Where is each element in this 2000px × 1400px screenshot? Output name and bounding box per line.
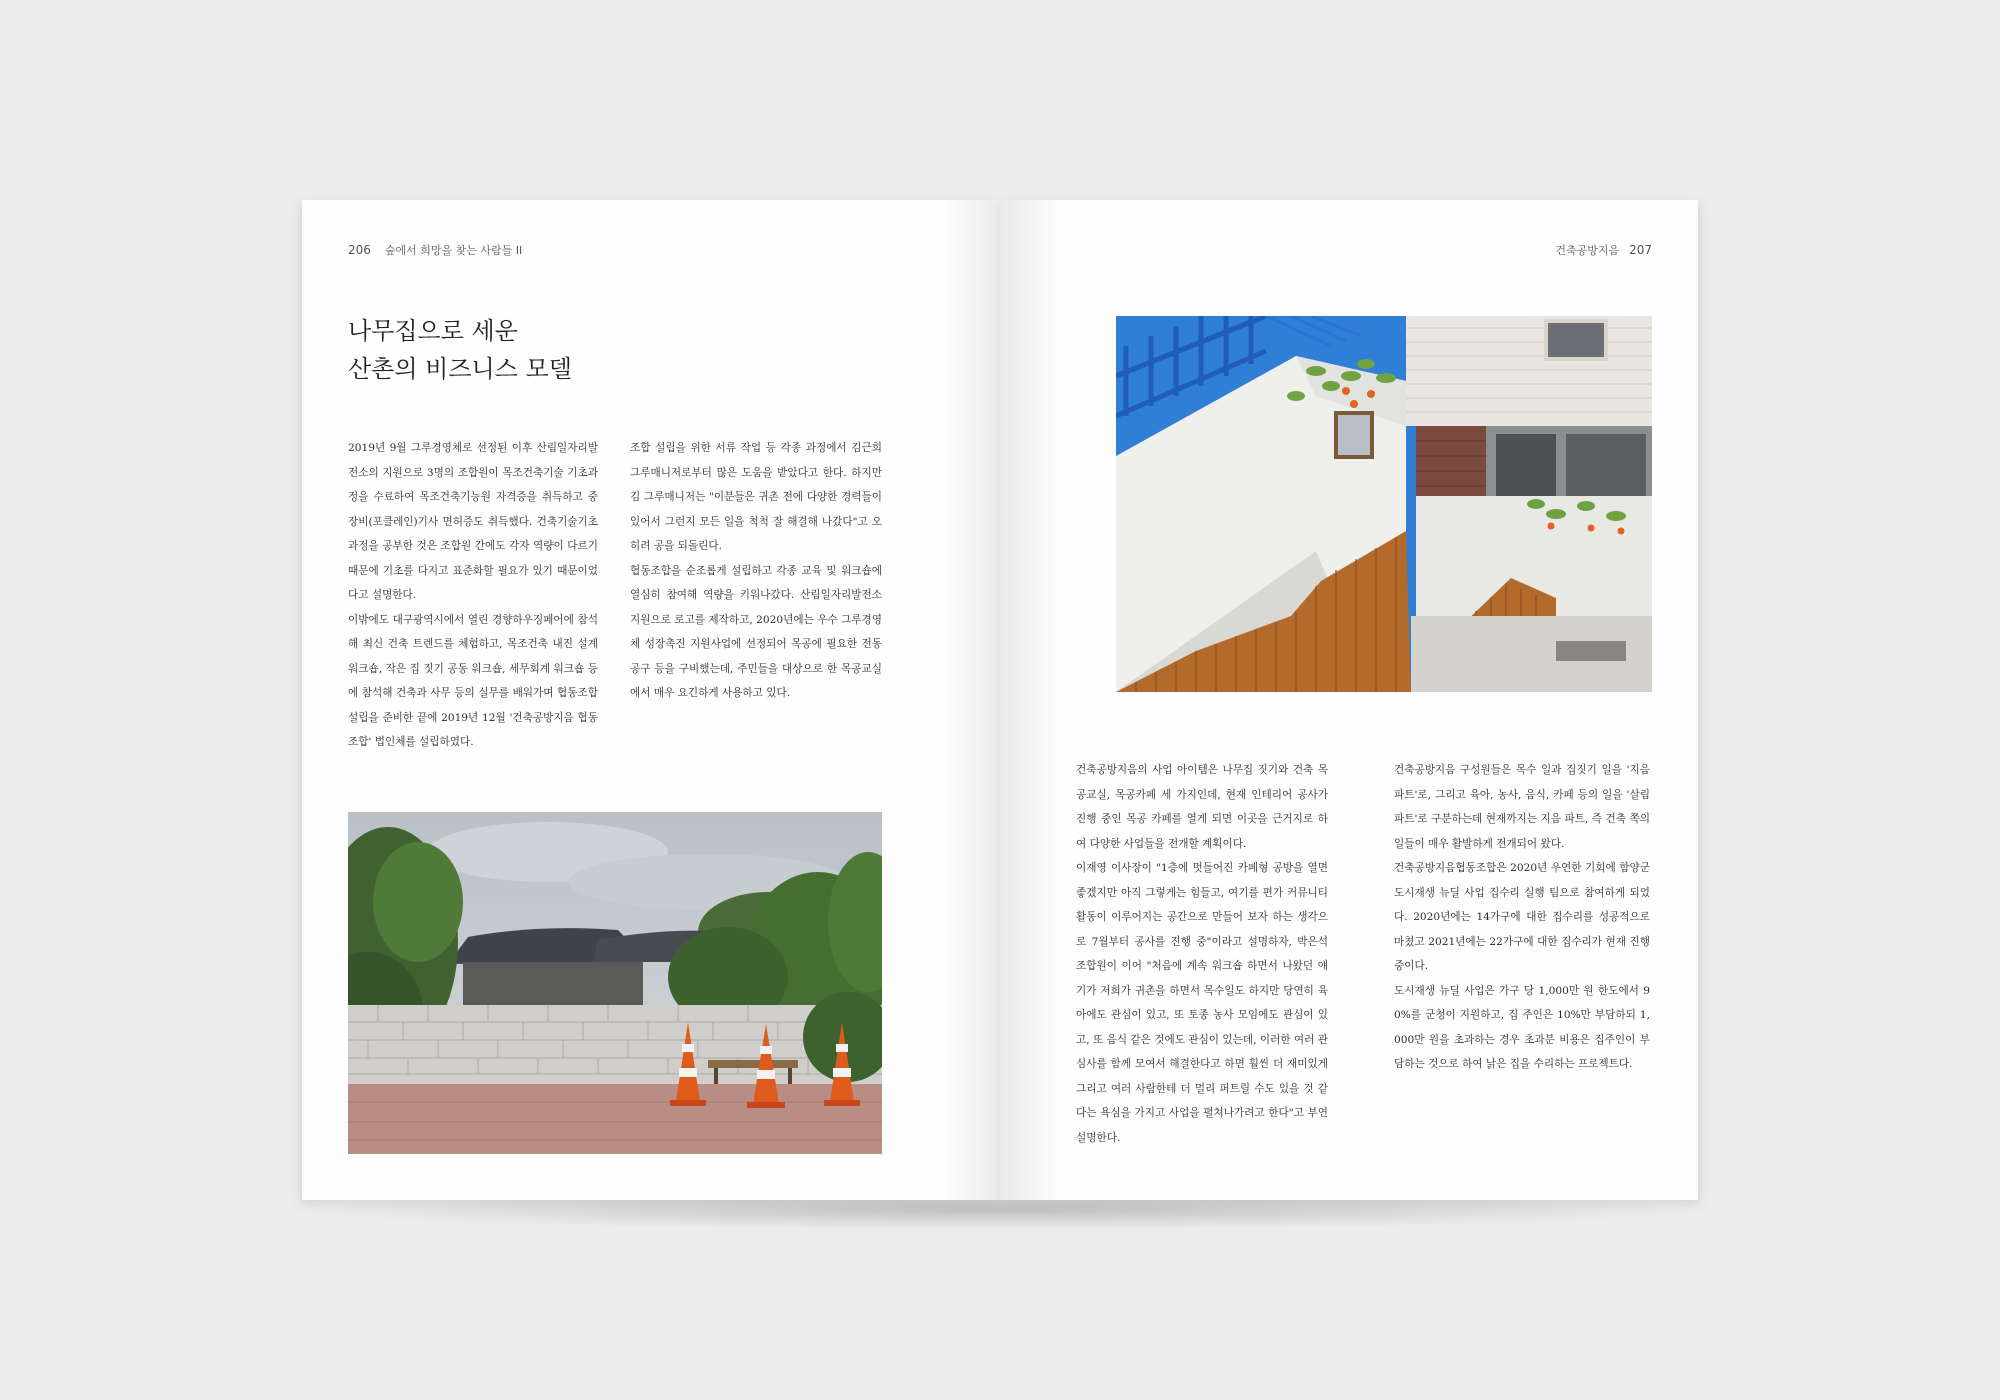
paragraph: 이재영 이사장이 "1층에 멋들어진 카페형 공방을 열면 좋겠지만 아직 그렇게는 힘들고, 여기를 편가 커뮤니티 활동이 이루어지는 공간으로 만들어 보자 하는 생각으로 7월부터 공사를 진행 중"이라고 설명하자, 박은석 조합원이 이어 "처음에 계속 워크숍 하면서 나왔던 얘기가 저희가 귀촌을 하면서 목수일도 하지만 당연히 육아에도 관심이 있고, 또 토종 농사 모임에도 관심이 있고, 또 음식 같은 것에도 관심이 있는데, 이러한 여러 관심사를 함께 모여서 해결한다고 하면 훨씬 더 재미있게 그리고 여러 사람한테 더 멀리 퍼트릴 수도 있을 것 같다는 욕심을 가지고 사업을 펼쳐나가려고 한다"고 부연 설명한다. [1076, 862, 1328, 1144]
right-gutter-shade [1000, 200, 1060, 1200]
right-running-head: 건축공방지음 [1555, 244, 1620, 257]
left-folio [348, 242, 522, 258]
left-running-head: 숲에서 희망을 찾는 사람들 II [384, 244, 523, 257]
paragraph: 건축공방지음의 사업 아이템은 나무집 짓기와 건축 목공교실, 목공카페 세 가지인데, 현재 인테리어 공사가 진행 중인 목공 카페를 열게 되면 이곳을 근거지로 하여 다양한 사업들을 전개할 계획이다. [1076, 764, 1328, 850]
paragraph: 이밖에도 대구광역시에서 열린 경향하우징페어에 참석해 최신 건축 트렌드를 체험하고, 목조건축 내진 설계 워크숍, 작은 집 짓기 공동 워크숍, 세무회계 워크숍 등에 참석해 건축과 사무 등의 실무를 배워가며 협동조합 설립을 준비한 끝에 2019년 12월 '건축공방지음 협동조합' 법인체를 설립하였다. [348, 613, 598, 748]
paragraph: 2019년 9월 그루경영체로 선정된 이후 산림일자리발전소의 지원으로 3명의 조합원이 목조건축기술 기초과정을 수료하여 목조건축기능원 자격증을 취득하고 중장비(포클레인)기사 면허증도 취득했다. 건축기술기초과정을 공부한 것은 조합원 간에도 각자 역량이 다르기 때문에 기초를 다지고 표준화할 필요가 있기 때문이었다고 설명한다. [348, 442, 598, 601]
left-column-1 [348, 436, 598, 755]
right-column-1 [1076, 758, 1328, 1150]
article-title [348, 312, 572, 388]
left-page [302, 200, 1000, 1200]
left-gutter-shade [940, 200, 1000, 1200]
article-title-line-1: 나무집으로 세운 [348, 317, 518, 345]
right-page-number: 207 [1629, 243, 1652, 257]
article-title-line-2: 산촌의 비즈니스 모델 [348, 355, 572, 383]
paragraph: 조합 설립을 위한 서류 작업 등 각종 과정에서 김근희 그루매니저로부터 많은 도움을 받았다고 한다. 하지만 김 그루매니저는 "이분들은 귀촌 전에 다양한 경력들이 있어서 그런지 모든 일을 척척 잘 해결해 나갔다"고 오히려 공을 되돌린다. [630, 442, 882, 552]
left-page-number: 206 [348, 243, 371, 257]
stair-house-photo [1116, 316, 1652, 692]
left-column-2 [630, 436, 882, 706]
hanok-wall-photo [348, 812, 882, 1154]
right-column-2 [1394, 758, 1650, 1077]
right-page [1000, 200, 1698, 1200]
paragraph: 도시재생 뉴딜 사업은 가구 당 1,000만 원 한도에서 90%를 군청이 지원하고, 집 주인은 10%만 부담하되 1,000만 원을 초과하는 경우 초과분 비용은 집주인이 부담하는 것으로 하여 낡은 집을 수리하는 프로젝트다. [1394, 984, 1650, 1070]
right-folio [1555, 242, 1652, 258]
paragraph: 협동조합을 순조롭게 설립하고 각종 교육 및 워크숍에 열심히 참여해 역량을 키워나갔다. 산림일자리발전소 지원으로 로고를 제작하고, 2020년에는 우수 그루경영체 성장촉진 지원사업에 선정되어 목공에 필요한 전동공구 등을 구비했는데, 주민들을 대상으로 한 목공교실에서 매우 요긴하게 사용하고 있다. [630, 564, 882, 699]
paragraph: 건축공방지음 구성원들은 목수 일과 집짓기 일을 '지음 파트'로, 그리고 육아, 농사, 음식, 카페 등의 일을 '살림 파트'로 구분하는데 현재까지는 지음 파트, 즉 건축 쪽의 일들이 매우 활발하게 전개되어 왔다. [1394, 764, 1650, 850]
paragraph: 건축공방지음협동조합은 2020년 우연한 기회에 함양군 도시재생 뉴딜 사업 집수리 실행 팀으로 참여하게 되었다. 2020년에는 14가구에 대한 집수리를 성공적으로 마쳤고 2021년에는 22가구에 대한 집수리가 현재 진행 중이다. [1394, 862, 1650, 972]
